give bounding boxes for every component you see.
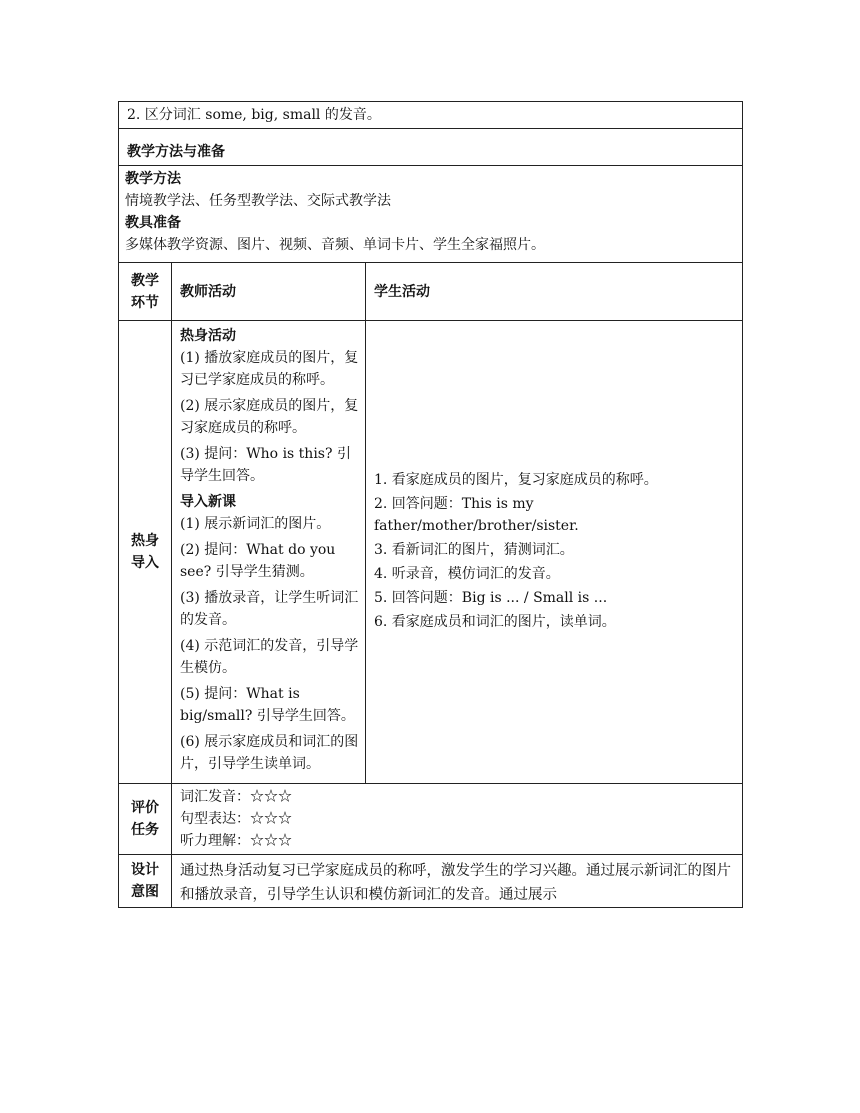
teacher-item: (2) 提问：What do you see? 引导学生猜测。: [180, 542, 336, 580]
student-item: 5. 回答问题：Big is ... / Small is ...: [374, 590, 608, 606]
header-stage: [119, 263, 172, 321]
teacher-heading-intro: 导入新课: [180, 494, 236, 510]
header-student: 学生活动: [366, 263, 743, 321]
method-heading: 教学方法: [125, 171, 181, 187]
lesson-plan-table: [118, 101, 743, 908]
methods-cell: [119, 166, 743, 263]
evaluation-stage: [119, 784, 172, 855]
evaluation-item: 词汇发音：☆☆☆: [180, 789, 292, 805]
student-item: 2. 回答问题：This is my father/mother/brother/sister.: [374, 496, 579, 534]
teacher-heading-warmup: 热身活动: [180, 328, 236, 344]
evaluation-item: 听力理解：☆☆☆: [180, 833, 292, 849]
prep-heading: 教具准备: [125, 215, 181, 231]
design-stage-line1: 设计: [131, 862, 159, 878]
warmup-student-activities: [366, 321, 743, 784]
design-row: [119, 855, 743, 908]
methods-title-row: [119, 129, 743, 166]
teacher-item: (5) 提问：What is big/small? 引导学生回答。: [180, 686, 355, 724]
teacher-item: (6) 展示家庭成员和词汇的图片，引导学生读单词。: [180, 734, 359, 772]
header-stage-line1: 教学: [131, 272, 159, 289]
design-text: 通过热身活动复习已学家庭成员的称呼，激发学生的学习兴趣。通过展示新词汇的图片和播放录音，引导学生认识和模仿新词汇的发音。通过展示: [172, 855, 743, 908]
evaluation-stage-line1: 评价: [131, 800, 159, 816]
objective-text: 2. 区分词汇 some, big, small 的发音。: [127, 107, 381, 123]
teacher-item: (3) 提问：Who is this? 引导学生回答。: [180, 446, 351, 484]
evaluation-row: [119, 784, 743, 855]
student-item: 6. 看家庭成员和词汇的图片，读单词。: [374, 614, 616, 630]
objective-row: [119, 102, 743, 129]
warmup-stage-line2: 导入: [131, 555, 159, 571]
prep-text: 多媒体教学资源、图片、视频、音频、单词卡片、学生全家福照片。: [125, 237, 545, 253]
student-item: 1. 看家庭成员的图片，复习家庭成员的称呼。: [374, 472, 658, 488]
objective-cell: [119, 102, 743, 129]
header-stage-line2: 环节: [131, 294, 159, 311]
method-text: 情境教学法、任务型教学法、交际式教学法: [125, 193, 391, 209]
lesson-plan-page: [118, 101, 742, 908]
teacher-item: (3) 播放录音，让学生听词汇的发音。: [180, 590, 359, 628]
teacher-item: (1) 播放家庭成员的图片，复习已学家庭成员的称呼。: [180, 350, 359, 388]
teacher-item: (2) 展示家庭成员的图片，复习家庭成员的称呼。: [180, 398, 359, 436]
activity-header-row: [119, 263, 743, 321]
methods-row: [119, 166, 743, 263]
student-item: 4. 听录音，模仿词汇的发音。: [374, 566, 560, 582]
warmup-stage-line1: 热身: [131, 533, 159, 549]
warmup-row: [119, 321, 743, 784]
student-item: 3. 看新词汇的图片，猜测词汇。: [374, 542, 574, 558]
warmup-teacher-activities: [172, 321, 366, 784]
evaluation-item: 句型表达：☆☆☆: [180, 811, 292, 827]
evaluation-stage-line2: 任务: [131, 822, 159, 838]
design-stage: [119, 855, 172, 908]
design-stage-line2: 意图: [131, 884, 159, 900]
evaluation-items: [172, 784, 743, 855]
warmup-stage: [119, 321, 172, 784]
teacher-item: (1) 展示新词汇的图片。: [180, 516, 331, 532]
teacher-item: (4) 示范词汇的发音，引导学生模仿。: [180, 638, 359, 676]
header-teacher: 教师活动: [172, 263, 366, 321]
methods-section-title: 教学方法与准备: [119, 129, 743, 166]
